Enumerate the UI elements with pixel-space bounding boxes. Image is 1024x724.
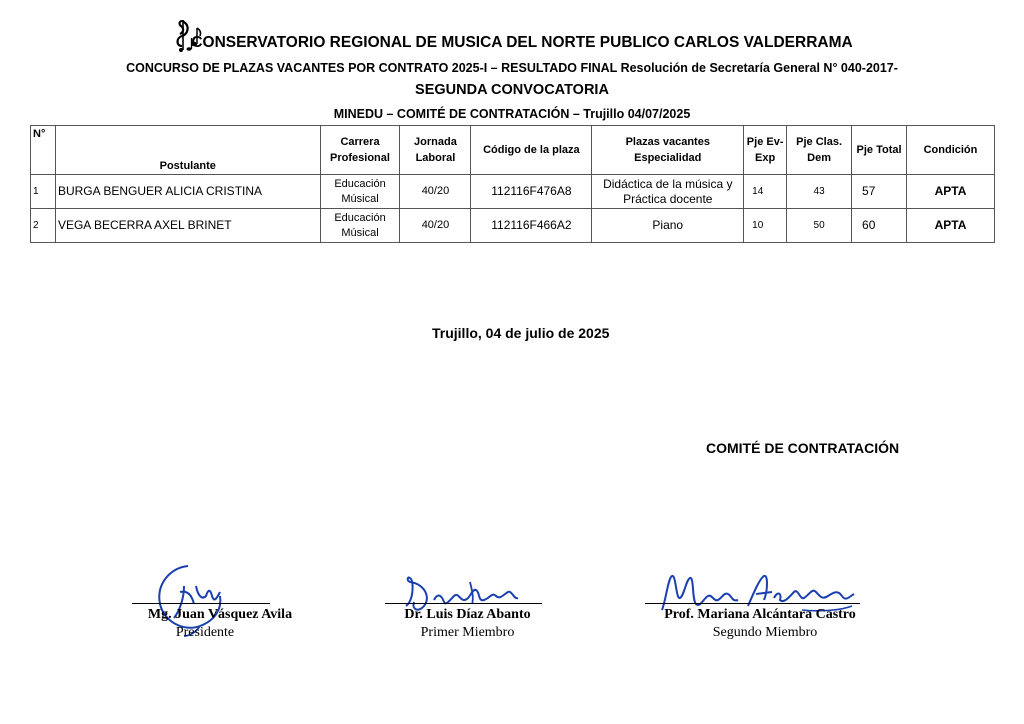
row-carrera: Educación Músical bbox=[320, 175, 400, 209]
row-pje-ev: 14 bbox=[744, 175, 787, 209]
committee-label: COMITÉ DE CONTRATACIÓN bbox=[706, 440, 900, 456]
signature-line-1 bbox=[132, 603, 270, 604]
row-jornada: 40/20 bbox=[400, 209, 471, 243]
header-pje-clas: Pje Clas. Dem bbox=[787, 126, 852, 175]
signatory-3-name: Prof. Mariana Alcántara Castro bbox=[664, 607, 856, 622]
signatory-1-name: Mg. Juan Vásquez Avila bbox=[147, 607, 293, 622]
row-pje-total: 57 bbox=[852, 175, 907, 209]
signatory-1-role: Presidente bbox=[175, 625, 235, 640]
place-date: Trujillo, 04 de julio de 2025 bbox=[432, 325, 610, 341]
table-row bbox=[31, 209, 995, 243]
header-jornada: Jornada Laboral bbox=[400, 126, 471, 175]
row-pje-total: 60 bbox=[852, 209, 907, 243]
row-codigo: 112116F466A2 bbox=[471, 209, 592, 243]
header-postulante: Postulante bbox=[55, 126, 320, 175]
committee-line: MINEDU – COMITÉ DE CONTRATACIÓN – Trujillo 04/07/2025 bbox=[333, 107, 691, 121]
contest-title bbox=[0, 61, 1024, 75]
row-pje-clas: 43 bbox=[787, 175, 852, 209]
row-codigo: 112116F476A8 bbox=[471, 175, 592, 209]
signature-line-3 bbox=[645, 603, 860, 604]
header-num: N° bbox=[31, 126, 56, 175]
row-num: 1 bbox=[31, 175, 56, 209]
row-postulante: VEGA BECERRA AXEL BRINET bbox=[55, 209, 320, 243]
row-condicion: APTA bbox=[906, 209, 994, 243]
row-num: 2 bbox=[31, 209, 56, 243]
signatory-2-role: Primer Miembro bbox=[420, 625, 515, 640]
header-pje-total: Pje Total bbox=[852, 126, 907, 175]
signatory-2-name: Dr. Luis Díaz Abanto bbox=[404, 607, 531, 622]
row-condicion: APTA bbox=[906, 175, 994, 209]
contest-title-text: CONCURSO DE PLAZAS VACANTES POR CONTRATO 2025-I – RESULTADO FINAL bbox=[126, 61, 618, 75]
signature-line-2 bbox=[385, 603, 542, 604]
call-title: SEGUNDA CONVOCATORIA bbox=[415, 82, 609, 98]
signatory-3-role: Segundo Miembro bbox=[712, 625, 818, 640]
institution-title: CONSERVATORIO REGIONAL DE MUSICA DEL NORTE PUBLICO CARLOS VALDERRAMA bbox=[191, 34, 853, 51]
row-plazas: Piano bbox=[592, 209, 744, 243]
results-table bbox=[30, 125, 995, 243]
row-jornada: 40/20 bbox=[400, 175, 471, 209]
row-pje-clas: 50 bbox=[787, 209, 852, 243]
table-row bbox=[31, 175, 995, 209]
row-plazas: Didáctica de la música y Práctica docente bbox=[592, 175, 744, 209]
resolution-text: Resolución de Secretaría General N° 040-2017- bbox=[620, 61, 898, 75]
header-carrera: Carrera Profesional bbox=[320, 126, 400, 175]
row-carrera: Educación Músical bbox=[320, 209, 400, 243]
header-plazas: Plazas vacantes Especialidad bbox=[592, 126, 744, 175]
row-postulante: BURGA BENGUER ALICIA CRISTINA bbox=[55, 175, 320, 209]
header-codigo: Código de la plaza bbox=[471, 126, 592, 175]
header-pje-ev: Pje Ev-Exp bbox=[744, 126, 787, 175]
header-condicion: Condición bbox=[906, 126, 994, 175]
table-header-row bbox=[31, 126, 995, 175]
row-pje-ev: 10 bbox=[744, 209, 787, 243]
